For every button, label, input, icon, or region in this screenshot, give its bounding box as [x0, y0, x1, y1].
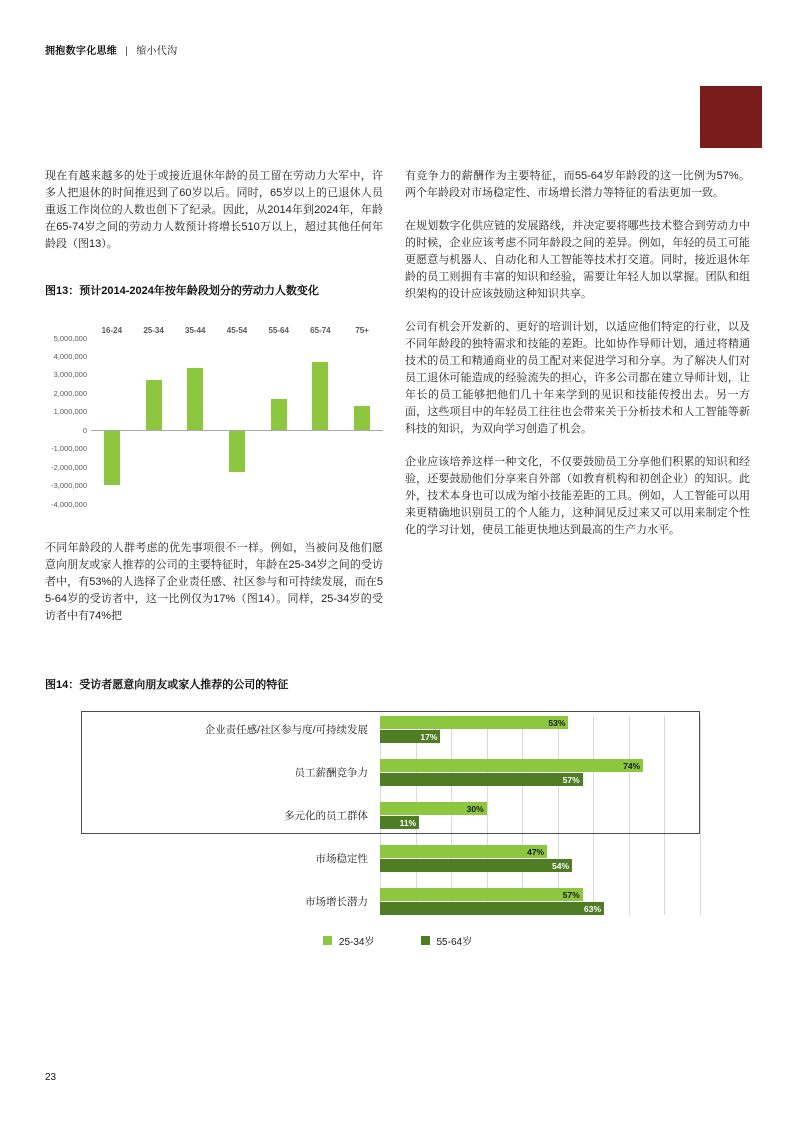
- fig14-bar-value: 74%: [623, 760, 641, 771]
- fig14-chart: [45, 716, 750, 915]
- page-number: 23: [45, 1072, 57, 1083]
- fig13-y-tick-label: 4,000,000: [53, 351, 87, 361]
- fig14-bar-value: 53%: [548, 717, 566, 728]
- fig14-bar-value: 17%: [420, 731, 438, 742]
- legend-label: 25-34岁: [338, 937, 375, 948]
- fig13-y-tick-label: -3,000,000: [51, 481, 87, 491]
- fig14-section: [45, 676, 750, 948]
- corner-accent-block: [700, 86, 762, 148]
- fig13-chart: [45, 322, 383, 510]
- two-column-body: [45, 168, 750, 625]
- fig14-bar-group: [380, 716, 700, 743]
- legend-label: 55-64岁: [436, 937, 473, 948]
- fig14-bar-group: [380, 845, 700, 872]
- fig14-bar-value: 30%: [466, 803, 484, 814]
- fig13-y-tick-label: 0: [82, 425, 87, 435]
- fig14-title: 图14：受访者愿意向朋友或家人推荐的公司的特征: [45, 679, 289, 691]
- fig13-y-tick-label: -2,000,000: [51, 462, 87, 472]
- body-paragraph: 现在有越来越多的处于或接近退休年龄的员工留在劳动力大军中，许多人把退休的时间推迟到了60岁以后。同时，65岁以上的已退休人员重返工作岗位的人数也创下了纪录。因此，从2014年到2024年，年龄在65-74岁之间的劳动力人数预计将增长510万以上，超过其他任何年龄段（图13）。: [45, 170, 383, 250]
- fig13-bar-16-24: [104, 431, 120, 484]
- fig14-row: [45, 716, 750, 743]
- fig14-category-label: 市场增长潜力: [305, 896, 368, 908]
- fig13-category-label: 16-24: [101, 326, 123, 335]
- fig14-bar-55-64岁: [380, 730, 440, 743]
- legend-item: [323, 933, 375, 948]
- fig14-bar-value: 54%: [551, 860, 569, 871]
- fig14-bar-55-64岁: [380, 816, 419, 829]
- fig13-y-tick-label: -1,000,000: [51, 444, 87, 454]
- fig14-bar-group: [380, 888, 700, 915]
- body-paragraph: 企业应该培养这样一种文化，不仅要鼓励员工分享他们积累的知识和经验，还要鼓励他们分享来自外部（如教育机构和初创企业）的知识。此外，技术本身也可以成为缩小技能差距的工具。例如，人工智能可以用来更精确地识别员工的个人能力，这种洞见反过来又可以用来制定个性化的学习计划，使员工能更快地达到最高的生产力水平。: [405, 456, 750, 536]
- fig14-legend: [45, 933, 750, 948]
- fig13-category-label: 75+: [355, 326, 369, 335]
- body-paragraph: 有竞争力的薪酬作为主要特征，而55-64岁年龄段的这一比例为57%。两个年龄段对市场稳定性、市场增长潜力等特征的看法更加一致。: [405, 170, 750, 199]
- header-title-bold: 拥抱数字化思维: [45, 46, 118, 57]
- left-column: [45, 168, 383, 625]
- fig13-bar-35-44: [187, 368, 203, 431]
- fig13-y-tick-label: 3,000,000: [53, 370, 87, 380]
- fig14-bar-55-64岁: [380, 859, 572, 872]
- fig13-y-tick-label: -4,000,000: [51, 499, 87, 509]
- page-footer: [45, 1072, 56, 1083]
- fig13-bar-75+: [354, 406, 370, 430]
- fig13-category-label: 45-54: [226, 326, 248, 335]
- fig13-y-tick-label: 2,000,000: [53, 388, 87, 398]
- fig14-bar-25-34岁: [380, 716, 568, 729]
- body-paragraph: 公司有机会开发新的、更好的培训计划，以适应他们特定的行业，以及不同年龄段的独特需求和技能的差距。比如协作导师计划，通过将精通技术的员工和精通商业的员工配对来促进学习和分享。为了解决人们对员工退休可能造成的经验流失的担心，许多公司都在建立导师计划，让年长的员工能够把他们几十年来学到的见识和技能传授出去。另一方面，这些项目中的年轻员工往往也会带来关于分析技术和人工智能等新科技的知识，为双向学习创造了机会。: [405, 321, 750, 435]
- fig14-bar-25-34岁: [380, 845, 547, 858]
- header-separator: |: [125, 46, 129, 57]
- fig13-bar-45-54: [229, 431, 245, 472]
- body-paragraph: 不同年龄段的人群考虑的优先事项很不一样。例如，当被问及他们愿意向朋友或家人推荐的公司的主要特征时，年龄在25-34岁之间的受访者中，有53%的人选择了企业责任感、社区参与和可持续发展，而在55-64岁的受访者中，这一比例仅为17%（图14）。同样，25-34岁的受访者中有74%把: [45, 542, 383, 622]
- fig13-y-tick-label: 1,000,000: [53, 407, 87, 417]
- fig14-category-label: 企业责任感/社区参与度/可持续发展: [204, 724, 368, 736]
- fig14-bar-value: 57%: [562, 774, 580, 785]
- fig14-bar-group: [380, 802, 700, 829]
- fig13-bar-25-34: [146, 380, 162, 430]
- fig13-bar-55-64: [271, 399, 287, 430]
- fig14-bar-25-34岁: [380, 759, 643, 772]
- fig14-category-label: 市场稳定性: [315, 853, 368, 865]
- fig14-row: [45, 845, 750, 872]
- fig14-row: [45, 888, 750, 915]
- fig14-bar-25-34岁: [380, 802, 487, 815]
- fig13-title: 图13：预计2014-2024年按年龄段划分的劳动力人数变化: [45, 285, 319, 297]
- fig14-bar-value: 11%: [399, 817, 417, 828]
- legend-item: [421, 933, 473, 948]
- fig13-category-label: 55-64: [268, 326, 289, 335]
- fig14-bar-55-64岁: [380, 902, 604, 915]
- fig13-bar-65-74: [312, 362, 328, 430]
- fig14-bar-25-34岁: [380, 888, 583, 901]
- fig14-bar-value: 57%: [562, 889, 580, 900]
- fig14-bar-value: 47%: [527, 846, 545, 857]
- fig14-category-label: 员工薪酬竞争力: [294, 767, 368, 779]
- fig13-y-tick-label: 5,000,000: [53, 333, 87, 343]
- fig14-bar-55-64岁: [380, 773, 583, 786]
- fig13-category-label: 35-44: [185, 326, 206, 335]
- fig14-row: [45, 759, 750, 786]
- fig13-category-label: 25-34: [143, 326, 164, 335]
- fig14-category-label: 多元化的员工群体: [284, 810, 368, 822]
- running-header: [45, 42, 177, 57]
- legend-swatch: [421, 936, 430, 945]
- fig14-row: [45, 802, 750, 829]
- fig14-bar-group: [380, 759, 700, 786]
- header-title-light: 缩小代沟: [136, 46, 178, 57]
- right-column: [405, 168, 750, 625]
- body-paragraph: 在规划数字化供应链的发展路线，并决定要将哪些技术整合到劳动力中的时候，企业应该考虑不同年龄段之间的差异。例如，年轻的员工可能更愿意与机器人、自动化和人工智能等技术打交道。同时，接近退休年龄的员工则拥有丰富的知识和经验，需要让年轻人加以掌握。团队和组织架构的设计应该鼓励这种知识共享。: [405, 220, 750, 300]
- legend-swatch: [323, 936, 332, 945]
- fig14-bar-value: 63%: [583, 903, 601, 914]
- fig13-category-label: 65-74: [310, 326, 331, 335]
